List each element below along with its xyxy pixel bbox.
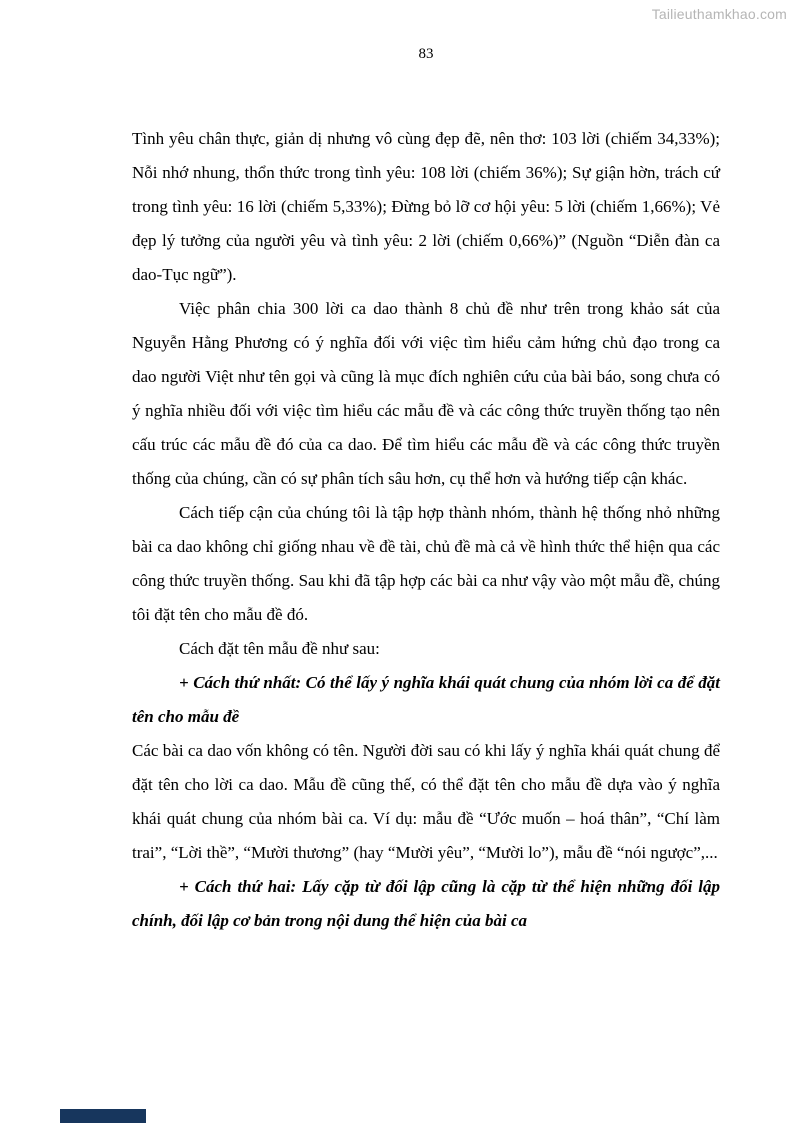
document-body: [132, 122, 720, 938]
paragraph-cach-thu-nhat-heading: + Cách thứ nhất: Có thể lấy ý nghĩa khái quát chung của nhóm lời ca để đặt tên cho mẫu đề: [132, 673, 720, 726]
paragraph-cach-tiep-can: Cách tiếp cận của chúng tôi là tập hợp thành nhóm, thành hệ thống nhỏ những bài ca dao không chỉ giống nhau về đề tài, chủ đề mà cả về hình thức thể hiện qua các công thức truyền thống. Sau khi đã tập hợp các bài ca như vậy vào một mẫu đề, chúng tôi đặt tên cho mẫu đề đó.: [132, 503, 720, 624]
page-number: 83: [418, 46, 434, 62]
paragraph-viec-phan-chia: Việc phân chia 300 lời ca dao thành 8 chủ đề như trên trong khảo sát của Nguyễn Hằng Phương có ý nghĩa đối với việc tìm hiểu cảm hứng chủ đạo trong ca dao người Việt như tên gọi và cũng là mục đích nghiên cứu của bài báo, song chưa có ý nghĩa nhiều đối với việc tìm hiểu các mẫu đề và các công thức truyền thống tạo nên cấu trúc các mẫu đề đó của ca dao. Để tìm hiểu các mẫu đề và các công thức truyền thống của chúng, cần có sự phân tích sâu hơn, cụ thể hơn và hướng tiếp cận khác.: [132, 299, 720, 488]
paragraph-statistics: Tình yêu chân thực, giản dị nhưng vô cùng đẹp đẽ, nên thơ: 103 lời (chiếm 34,33%); Nỗi nhớ nhung, thổn thức trong tình yêu: 108 lời (chiếm 36%); Sự giận hờn, trách cứ trong tình yêu: 16 lời (chiếm 5,33%); Đừng bỏ lỡ cơ hội yêu: 5 lời (chiếm 1,66%); Vẻ đẹp lý tưởng của người yêu và tình yêu: 2 lời (chiếm 0,66%)” (Nguồn “Diễn đàn ca dao-Tục ngữ”).: [132, 129, 720, 284]
paragraph-cac-bai-ca-dao: Các bài ca dao vốn không có tên. Người đời sau có khi lấy ý nghĩa khái quát chung để đặt tên cho lời ca dao. Mẫu đề cũng thế, có thể đặt tên cho mẫu đề dựa vào ý nghĩa khái quát chung của nhóm bài ca. Ví dụ: mẫu đề “Ước muốn – hoá thân”, “Chí làm trai”, “Lời thề”, “Mười thương” (hay “Mười yêu”, “Mười lo”), mẫu đề “nói ngược”,...: [132, 741, 720, 862]
paragraph-cach-dat-ten: Cách đặt tên mẫu đề như sau:: [179, 639, 380, 658]
footer-stamp: [60, 1109, 146, 1123]
site-watermark: Tailieuthamkhao.com: [651, 6, 787, 22]
paragraph-cach-thu-hai-heading: + Cách thứ hai: Lấy cặp từ đối lập cũng là cặp từ thể hiện những đối lập chính, đối lập cơ bản trong nội dung thể hiện của bài ca: [132, 877, 720, 930]
